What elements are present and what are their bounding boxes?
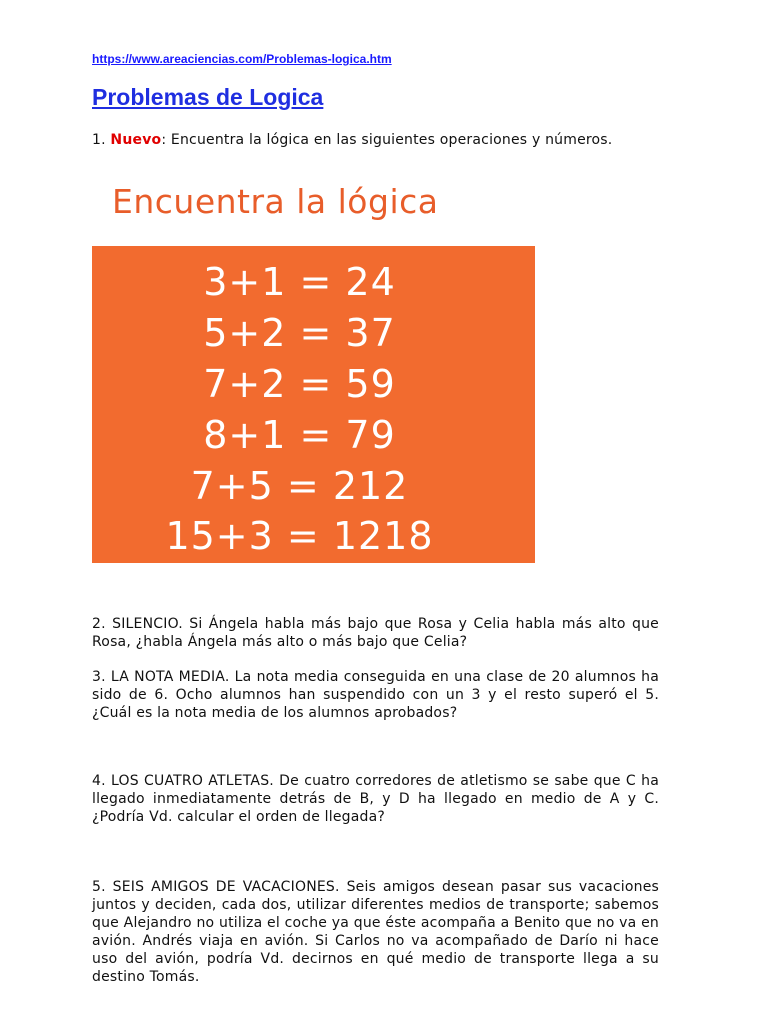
equation: 3+1 = 24 (203, 260, 396, 304)
equation: 7+2 = 59 (203, 362, 396, 406)
equation: 7+5 = 212 (190, 464, 409, 508)
problem-1-number: 1. (92, 132, 106, 148)
equations-panel (92, 246, 535, 563)
logic-puzzle-image (92, 176, 535, 564)
problem-1 (92, 131, 659, 149)
page-title: Problemas de Logica (92, 84, 324, 110)
new-badge: Nuevo (110, 132, 162, 148)
problem-3: 3. LA NOTA MEDIA. La nota media conseguida en una clase de 20 alumnos ha sido de 6. Ocho alumnos han suspendido con un 3 y el resto superó el 5. ¿Cuál es la nota media de los alumnos aprobados? (92, 669, 659, 721)
problem-5: 5. SEIS AMIGOS DE VACACIONES. Seis amigos desean pasar sus vacaciones juntos y deciden, cada dos, utilizar diferentes medios de transporte; sabemos que Alejandro no utiliza el coche ya que éste acompaña a Benito que no va en avión. Andrés viaja en avión. Si Carlos no va acompañado de Darío ni hace uso del avión, podría Vd. decirnos en qué medio de transporte llega a su destino Tomás. (92, 879, 659, 985)
source-link[interactable]: https://www.areaciencias.com/Problemas-logica.htm (92, 52, 392, 66)
equation: 8+1 = 79 (203, 413, 396, 457)
puzzle-image-heading: Encuentra la lógica (112, 182, 439, 221)
problem-2: 2. SILENCIO. Si Ángela habla más bajo que Rosa y Celia habla más alto que Rosa, ¿habla Ángela más alto o más bajo que Celia? (92, 616, 659, 650)
problem-4: 4. LOS CUATRO ATLETAS. De cuatro corredores de atletismo se sabe que C ha llegado inmediatamente detrás de B, y D ha llegado en medio de A y C. ¿Podría Vd. calcular el orden de llegada? (92, 773, 659, 825)
problem-1-text: : Encuentra la lógica en las siguientes operaciones y números. (161, 132, 613, 148)
equation: 15+3 = 1218 (165, 514, 434, 558)
equation: 5+2 = 37 (203, 311, 396, 355)
